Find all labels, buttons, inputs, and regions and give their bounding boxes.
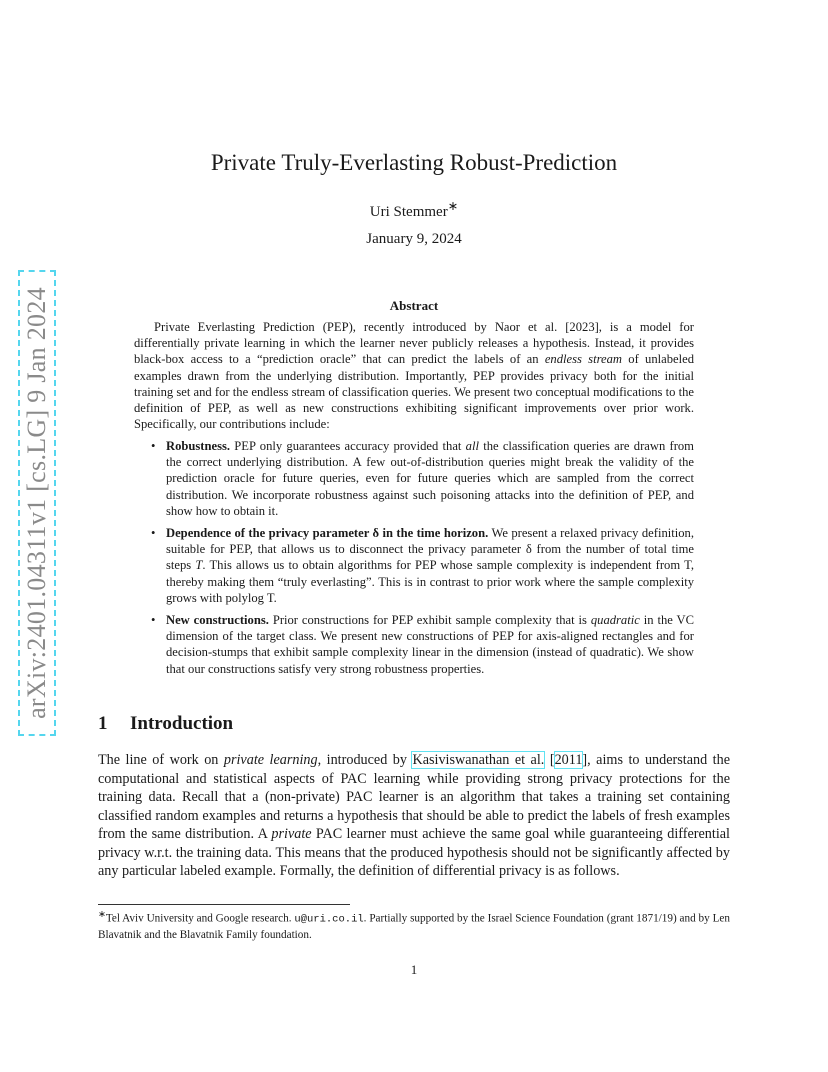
introduction-paragraph: The line of work on private learning, introduced by Kasiviswanathan et al. [2011], aims to understand the computational and statistical aspects of PAC learning while providing strong privacy protections for the training data. Recall that a (non-private) PAC learner is an algorithm that takes a training set containing classified random examples and returns a hypothesis that should be able to predict the labels of fresh examples from the same distribution. A private PAC learner must achieve the same goal while guaranteeing differential privacy w.r.t. the training data. This means that the produced hypothesis should not be significantly affected by any particular labeled example. Formally, the definition of differential privacy is as follows. (98, 752, 731, 879)
citation-link-year[interactable]: 2011 (554, 752, 583, 768)
paper-title: Private Truly-Everlasting Robust-Prediction (210, 150, 618, 175)
abstract-heading: Abstract (389, 298, 439, 313)
paper-date: January 9, 2024 (366, 231, 462, 247)
author-name: Uri Stemmer (369, 204, 448, 220)
list-item: • Dependence of the privacy parameter δ in the time horizon. We present a relaxed privacy definition, suitable for PEP, that allows us to disconnect the privacy parameter δ from the number of total time steps T. This allows us to obtain algorithms for PEP whose sample complexity is independent from T, thereby making them “truly everlasting”. This is in contrast to prior work where the sample complexity grows with polylog T. (151, 526, 694, 605)
author-footnote-mark[interactable]: ∗ (447, 199, 459, 213)
arxiv-side-stamp (18, 270, 56, 736)
arxiv-identifier: arXiv:2401.04311v1 [cs.LG] 9 Jan 2024 (22, 287, 51, 719)
page-number: 1 (410, 962, 418, 977)
abstract-paragraph: Private Everlasting Prediction (PEP), recently introduced by Naor et al. [2023], is a model for differentially private learning in which the learner never publicly releases a hypothesis. Instead, it provides black-box access to a “prediction oracle” that can predict the labels of an endless stream of unlabeled examples drawn from the underlying distribution. Importantly, PEP provides privacy both for the initial training set and for the endless stream of classification queries. We present two conceptual modifications to the definition of PEP, as well as new constructions exhibiting significant improvements over prior work. Specifically, our contributions include: (134, 320, 694, 432)
contributions-list (150, 438, 694, 683)
bullet-icon: • (151, 439, 156, 453)
section-title: Introduction (130, 713, 234, 734)
bullet-icon: • (151, 526, 156, 541)
list-item: • New constructions. Prior constructions for PEP exhibit sample complexity that is quadratic in the VC dimension of the target class. We present new constructions of PEP for axis-aligned rectangles and for decision-stumps that exhibit sample complexity linear in the dimension (instead of quadratic). We show that our constructions satisfy very strong robustness properties. (151, 613, 694, 676)
footnote-mark: ∗ (98, 910, 106, 920)
citation-link-author[interactable]: Kasiviswanathan et al. (412, 752, 545, 768)
bullet-icon: • (151, 613, 156, 628)
footnote-divider (98, 904, 350, 905)
section-number: 1 (98, 713, 108, 734)
author-email[interactable]: u@uri.co.il (294, 913, 364, 926)
footnote: ∗Tel Aviv University and Google research. u@uri.co.il. Partially supported by the Israel Science Foundation (grant 1871/19) and by Len Blavatnik and the Blavatnik Family foundation. (98, 910, 730, 941)
author-line (0, 198, 828, 221)
section-heading (98, 713, 233, 735)
list-item: • Robustness. PEP only guarantees accuracy provided that all the classification queries are drawn from the correct underlying distribution. A few out-of-distribution queries might break the validity of the prediction oracle for future queries, even for future queries which are sampled from the correct distribution. We incorporate robustness against such poisoning attacks into the definition of PEP, and show how to obtain it. (151, 439, 694, 518)
